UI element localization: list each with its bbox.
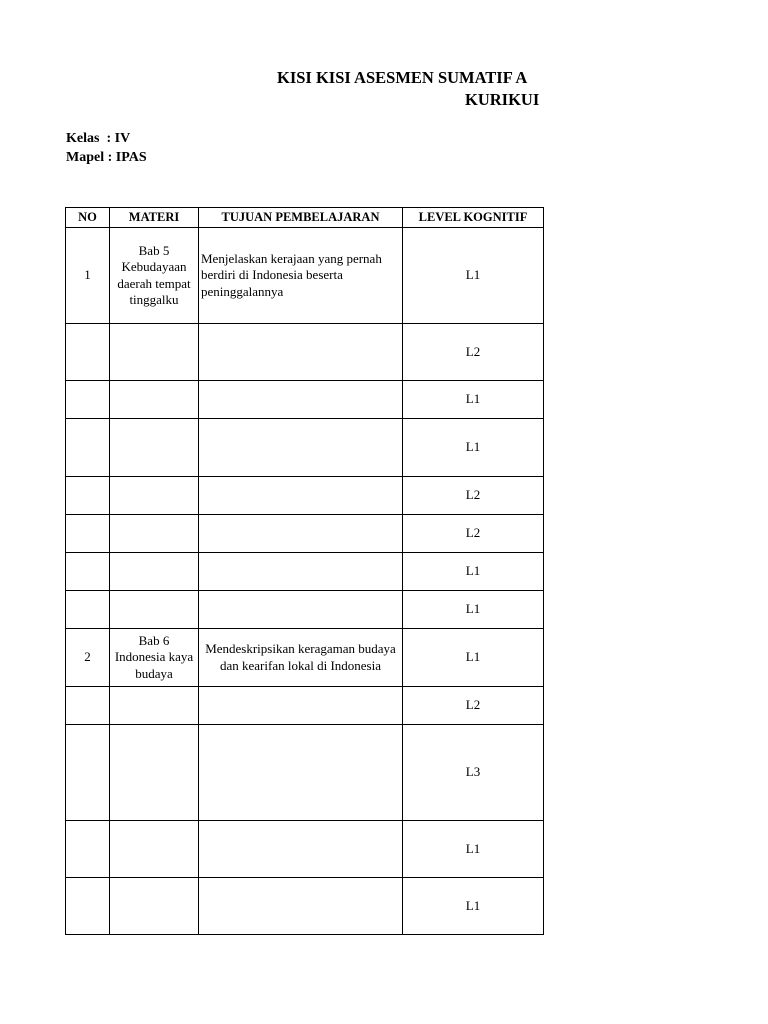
table-row [66,591,544,629]
table-row [66,477,544,515]
cell-tujuan [199,515,403,553]
cell-level: L2 [403,515,544,553]
cell-no: 1 [66,228,110,324]
document-title-line-2: KURIKUI [465,90,540,109]
cell-materi: Bab 6 Indonesia kaya budaya [110,629,199,687]
cell-tujuan [199,821,403,878]
cell-materi [110,419,199,477]
cell-level: L1 [403,821,544,878]
cell-level: L1 [403,381,544,419]
cell-tujuan [199,477,403,515]
cell-no [66,687,110,725]
mapel-line: Mapel : IPAS [66,150,147,165]
cell-tujuan [199,553,403,591]
cell-materi [110,515,199,553]
cell-tujuan [199,419,403,477]
header-level: LEVEL KOGNITIF [403,208,544,228]
table-row [66,228,544,324]
cell-materi [110,553,199,591]
cell-materi [110,687,199,725]
table-row [66,419,544,477]
cell-no [66,821,110,878]
table-row [66,515,544,553]
cell-level: L1 [403,629,544,687]
cell-tujuan [199,381,403,419]
table-row [66,324,544,381]
cell-no [66,381,110,419]
mapel-label: Mapel [66,150,105,165]
cell-level: L3 [403,725,544,821]
table-row [66,381,544,419]
kisi-kisi-table [65,207,544,935]
cell-materi [110,591,199,629]
cell-materi [110,725,199,821]
cell-materi [110,821,199,878]
kelas-value: IV [114,131,131,146]
cell-tujuan [199,878,403,935]
cell-no [66,553,110,591]
cell-materi [110,477,199,515]
cell-tujuan [199,687,403,725]
table-row [66,725,544,821]
cell-level: L1 [403,228,544,324]
cell-level: L1 [403,553,544,591]
cell-tujuan: Menjelaskan kerajaan yang pernah berdiri di Indonesia beserta peninggalannya [199,228,403,324]
header-no: NO [66,208,110,228]
cell-no [66,878,110,935]
cell-level: L1 [403,878,544,935]
cell-no [66,324,110,381]
cell-no [66,591,110,629]
document-title-line-1: KISI KISI ASESMEN SUMATIF A [277,68,528,87]
table-row [66,629,544,687]
header-materi: MATERI [110,208,199,228]
cell-no [66,725,110,821]
table-header-row [66,208,544,228]
cell-level: L2 [403,477,544,515]
cell-level: L1 [403,591,544,629]
cell-materi [110,878,199,935]
cell-materi [110,324,199,381]
cell-no [66,419,110,477]
cell-no: 2 [66,629,110,687]
cell-tujuan: Mendeskripsikan keragaman budaya dan kearifan lokal di Indonesia [199,629,403,687]
table-row [66,553,544,591]
cell-tujuan [199,725,403,821]
mapel-value: IPAS [115,150,147,165]
kelas-line: Kelas : IV [66,131,131,146]
cell-level: L1 [403,419,544,477]
header-tujuan: TUJUAN PEMBELAJARAN [199,208,403,228]
table-row [66,821,544,878]
table-row [66,687,544,725]
cell-level: L2 [403,324,544,381]
cell-tujuan [199,591,403,629]
table-row [66,878,544,935]
cell-materi [110,381,199,419]
cell-level: L2 [403,687,544,725]
cell-materi: Bab 5 Kebudayaan daerah tempat tinggalku [110,228,199,324]
cell-tujuan [199,324,403,381]
cell-no [66,515,110,553]
cell-no [66,477,110,515]
kelas-label: Kelas [66,131,100,146]
